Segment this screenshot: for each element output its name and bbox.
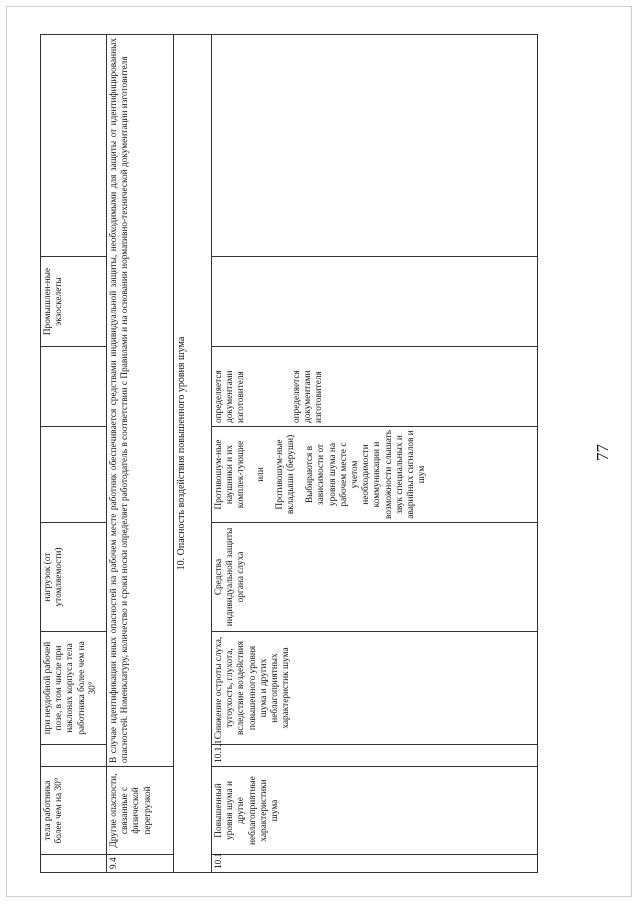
condition-cell: Снижение остроты слуха, тугоухость, глухота, вследствие воздействия повышенного уровня шума и других неблагоприятных характеристик шума [212, 632, 538, 745]
table-row-continuation [41, 35, 107, 873]
ppe-option-earplugs: Противошум-ные вкладыши (беруши) [274, 434, 297, 515]
row-number: 10.1 [212, 855, 538, 873]
ppe-type-cell: Средства индивидуальной защиты органа слуха [212, 523, 538, 632]
hazard-cell: Повышенный уровня шума и другие неблагоприятные характеристики шума [212, 767, 538, 855]
ppe-option-earmuffs: Противошум-ные наушники и их комплек-тующие [214, 439, 247, 510]
section-header-row [174, 35, 212, 873]
condition-cell: при неудобной рабочей позе, в том числе при наклонах корпуса тела работника более чем на 30° [41, 632, 107, 745]
ppe-selection-note: Выбираются в зависимости от уровня шума на рабочем месте с учетом необходимости коммуникации и возможности слышать звук специальных и аварийных сигналов и шум [305, 430, 428, 519]
ppe-options-cell [212, 427, 538, 523]
sub-number-cell: 10.1.1 [212, 745, 538, 767]
ppe-norms-table [40, 34, 538, 873]
ppe-type-cell: нагрузок (от утомляемости) [41, 523, 107, 632]
table-row-9-4 [107, 35, 174, 873]
quantity-text-1: определяется документами изготовителя [214, 370, 247, 423]
hazard-cell: тела работника более чем на 30° [41, 767, 107, 855]
quantity-text-2: определяется документами изготовителя [291, 370, 325, 423]
page-number: 77 [593, 444, 612, 461]
hazard-cell: Другие опасности, связанные с физической перегрузкой [107, 767, 174, 855]
ppe-name-cell: Промышлен-ные экзоскелеты [41, 257, 107, 347]
section-title: 10. Опасность воздействия повышенного уровня шума [174, 35, 212, 873]
ppe-option-or: или [255, 467, 266, 482]
quantity-cell [212, 347, 538, 427]
table-row-10-1 [212, 35, 538, 873]
row-number: 9.4 [107, 855, 174, 873]
note-cell: В случае идентификации иных опасностей на рабочем месте работник обеспечивается средствами индивидуальной защиты, необходимыми для защиты от идентифицированных опасностей. Номенклатуру, количество и сроки носки определяет работодатель в соответствии с Правилами и на основании нормативно-технической документации изготовителя [107, 35, 174, 767]
